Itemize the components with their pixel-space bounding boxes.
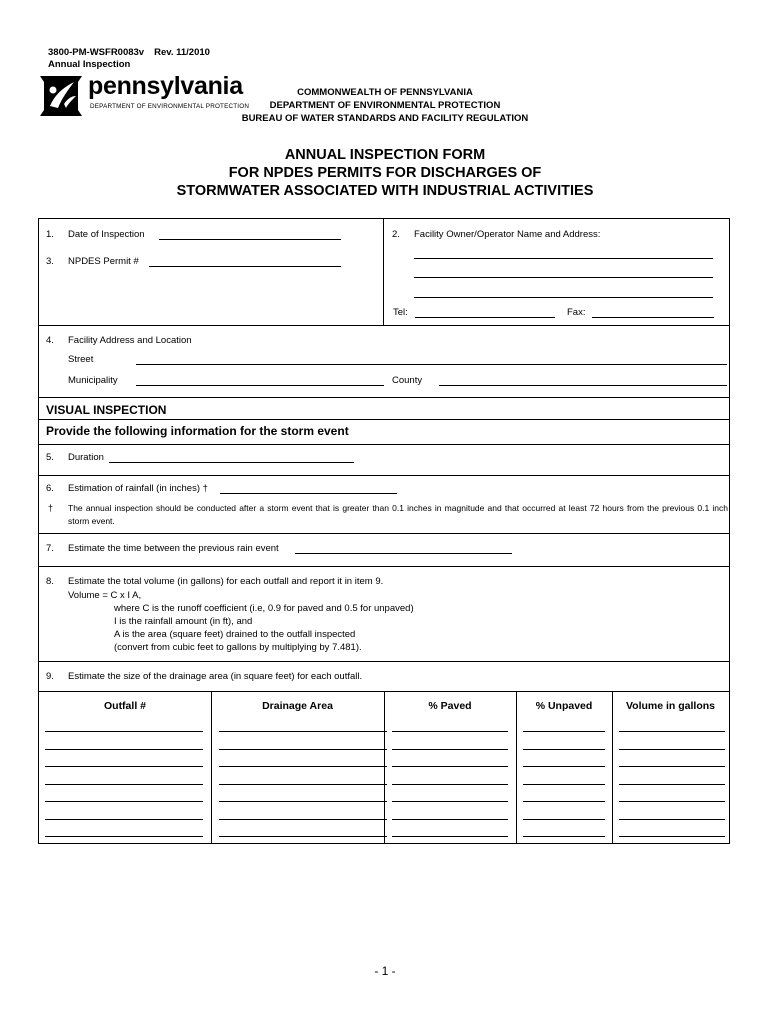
column-header-paved: % Paved: [428, 700, 472, 712]
duration-field[interactable]: [109, 462, 354, 463]
tel-field[interactable]: [415, 317, 555, 318]
table-cell-line[interactable]: [392, 766, 508, 767]
table-cell-line[interactable]: [45, 749, 203, 750]
table-column-divider: [612, 691, 613, 844]
table-cell-line[interactable]: [45, 766, 203, 767]
owner-field-line-2[interactable]: [414, 277, 713, 278]
form-type: Annual Inspection: [48, 59, 131, 70]
table-cell-line[interactable]: [619, 836, 725, 837]
agency-line-2: DEPARTMENT OF ENVIRONMENTAL PROTECTION: [269, 100, 501, 111]
table-cell-line[interactable]: [45, 819, 203, 820]
item-number: 8.: [46, 576, 54, 587]
table-cell-line[interactable]: [392, 836, 508, 837]
item-number: 7.: [46, 543, 54, 554]
drainage-area-label: Estimate the size of the drainage area (in square feet) for each outfall.: [68, 671, 363, 682]
municipality-field[interactable]: [136, 385, 384, 386]
table-cell-line[interactable]: [392, 801, 508, 802]
divider: [39, 444, 729, 445]
table-cell-line[interactable]: [523, 784, 605, 785]
table-cell-line[interactable]: [619, 801, 725, 802]
table-cell-line[interactable]: [523, 766, 605, 767]
divider: [39, 566, 729, 567]
duration-label: Duration: [68, 452, 104, 463]
permit-field[interactable]: [149, 266, 341, 267]
item-number: 2.: [392, 229, 400, 240]
county-field[interactable]: [439, 385, 727, 386]
table-cell-line[interactable]: [219, 836, 387, 837]
volume-formula: Volume = C x I A,: [68, 590, 142, 601]
table-cell-line[interactable]: [219, 819, 387, 820]
street-field[interactable]: [136, 364, 727, 365]
form-code: 3800-PM-WSFR0083v: [48, 47, 145, 58]
permit-label: NPDES Permit #: [68, 256, 139, 267]
formula-c-definition: where C is the runoff coefficient (i.e, 0.9 for paved and 0.5 for unpaved): [114, 603, 414, 614]
formula-i-definition: I is the rainfall amount (in ft), and: [114, 616, 253, 627]
agency-line-1: COMMONWEALTH OF PENNSYLVANIA: [297, 87, 473, 98]
item-number: 4.: [46, 335, 54, 346]
table-cell-line[interactable]: [619, 784, 725, 785]
form-code-block: [48, 47, 210, 71]
table-cell-line[interactable]: [45, 836, 203, 837]
column-header-drainage-area: Drainage Area: [262, 700, 333, 712]
owner-field-line-1[interactable]: [414, 258, 713, 259]
table-cell-line[interactable]: [523, 801, 605, 802]
formula-conversion: (convert from cubic feet to gallons by multiplying by 7.481).: [114, 642, 362, 653]
table-cell-line[interactable]: [392, 819, 508, 820]
storm-event-subheading: Provide the following information for the storm event: [46, 424, 349, 438]
table-cell-line[interactable]: [219, 731, 387, 732]
street-label: Street: [68, 354, 94, 365]
agency-block: [230, 86, 540, 125]
table-column-divider: [211, 691, 212, 844]
title-line-3: STORMWATER ASSOCIATED WITH INDUSTRIAL ACTIVITIES: [176, 183, 594, 199]
item-number: 3.: [46, 256, 54, 267]
title-line-2: FOR NPDES PERMITS FOR DISCHARGES OF: [228, 165, 542, 181]
table-cell-line[interactable]: [523, 836, 605, 837]
column-header-outfall: Outfall #: [103, 700, 146, 712]
county-label: County: [392, 375, 423, 386]
table-cell-line[interactable]: [619, 749, 725, 750]
inspection-form: [38, 218, 730, 844]
rainfall-field[interactable]: [220, 493, 397, 494]
title-line-1: ANNUAL INSPECTION FORM: [284, 147, 486, 163]
fax-label: Fax:: [567, 307, 586, 318]
divider: [39, 475, 729, 476]
item-number: 6.: [46, 483, 54, 494]
date-field[interactable]: [159, 239, 341, 240]
logo-department: DEPARTMENT OF ENVIRONMENTAL PROTECTION: [90, 103, 250, 110]
date-label: Date of Inspection: [68, 229, 145, 240]
table-cell-line[interactable]: [392, 784, 508, 785]
table-cell-line[interactable]: [45, 784, 203, 785]
table-cell-line[interactable]: [392, 731, 508, 732]
table-cell-line[interactable]: [619, 731, 725, 732]
table-cell-line[interactable]: [45, 801, 203, 802]
table-column-divider: [516, 691, 517, 844]
divider: [39, 661, 729, 662]
divider: [39, 397, 729, 398]
visual-inspection-heading: VISUAL INSPECTION: [46, 403, 167, 417]
table-cell-line[interactable]: [523, 819, 605, 820]
divider: [39, 419, 729, 420]
form-title: [90, 146, 680, 200]
table-cell-line[interactable]: [523, 749, 605, 750]
table-cell-line[interactable]: [619, 819, 725, 820]
divider: [39, 533, 729, 534]
municipality-label: Municipality: [68, 375, 118, 386]
volume-label: Estimate the total volume (in gallons) for each outfall and report it in item 9.: [68, 576, 384, 587]
rain-interval-label: Estimate the time between the previous rain event: [68, 543, 279, 554]
table-cell-line[interactable]: [45, 731, 203, 732]
item-number: 1.: [46, 229, 54, 240]
logo-wordmark: pennsylvania: [88, 72, 243, 100]
divider: [39, 325, 729, 326]
column-header-volume: Volume in gallons: [625, 700, 716, 712]
item-number: 9.: [46, 671, 54, 682]
column-header-unpaved: % Unpaved: [535, 700, 593, 712]
rain-interval-field[interactable]: [295, 553, 512, 554]
owner-label: Facility Owner/Operator Name and Address:: [414, 229, 601, 240]
facility-label: Facility Address and Location: [68, 335, 192, 346]
table-cell-line[interactable]: [619, 766, 725, 767]
table-cell-line[interactable]: [523, 731, 605, 732]
table-cell-line[interactable]: [219, 749, 387, 750]
rainfall-note: The annual inspection should be conducted after a storm event that is greater than 0.1 inches in magnitude and that occurred at least 72 hours from the previous 0.1 inch storm event.: [68, 503, 728, 526]
dagger-mark: †: [48, 503, 54, 513]
tel-label: Tel:: [393, 307, 408, 318]
form-revision: Rev. 11/2010: [154, 47, 210, 58]
table-cell-line[interactable]: [219, 801, 387, 802]
owner-field-line-3[interactable]: [414, 297, 713, 298]
pennsylvania-logo: [38, 72, 250, 118]
divider-vertical: [383, 219, 384, 325]
keystone-icon: [38, 74, 84, 118]
agency-line-3: BUREAU OF WATER STANDARDS AND FACILITY REGULATION: [241, 113, 529, 124]
table-cell-line[interactable]: [219, 766, 387, 767]
rainfall-label: Estimation of rainfall (in inches) †: [68, 483, 208, 494]
table-column-divider: [384, 691, 385, 844]
fax-field[interactable]: [592, 317, 714, 318]
table-cell-line[interactable]: [392, 749, 508, 750]
formula-a-definition: A is the area (square feet) drained to the outfall inspected: [114, 629, 356, 640]
page-number: - 1 -: [374, 964, 396, 978]
table-cell-line[interactable]: [219, 784, 387, 785]
item-number: 5.: [46, 452, 54, 463]
